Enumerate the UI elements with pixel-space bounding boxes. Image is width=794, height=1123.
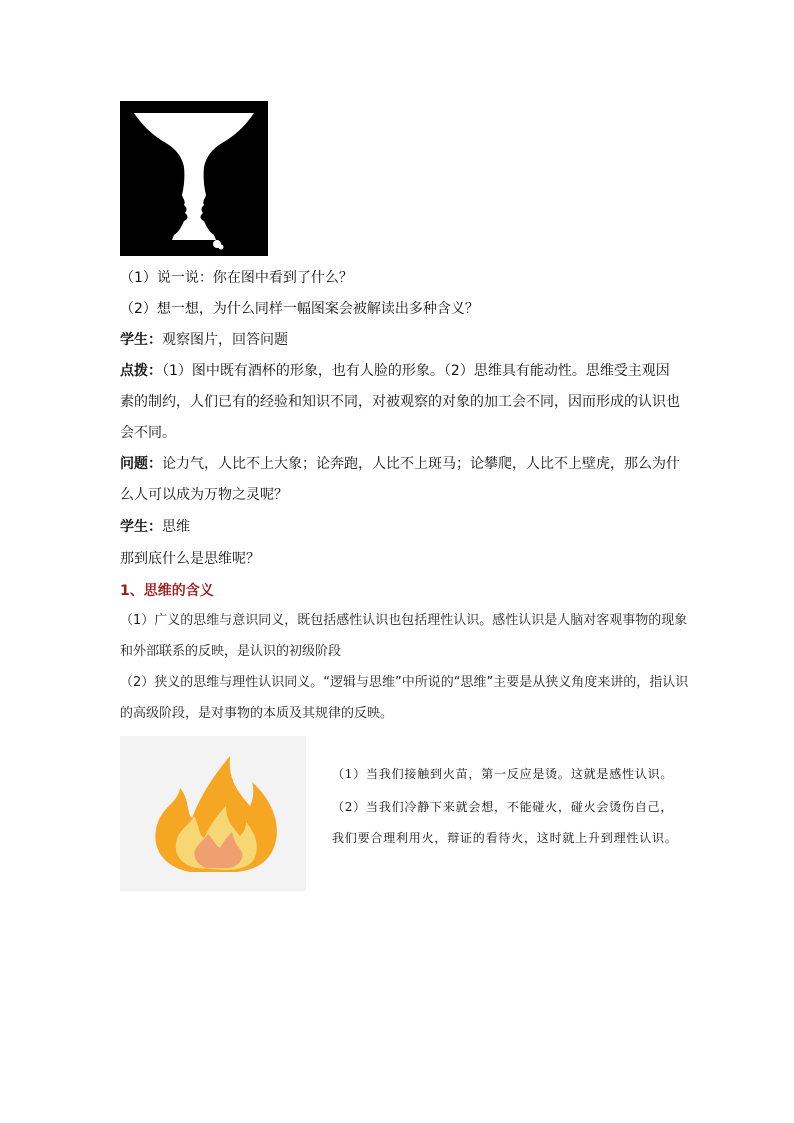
student-label: 学生：	[120, 519, 162, 535]
question-paragraph	[120, 449, 680, 511]
fire-text-line-2: （2）当我们冷静下来就会想，不能碰火，碰火会烫伤自己，	[332, 800, 674, 814]
fire-image	[120, 736, 306, 891]
student-label: 学生：	[120, 332, 162, 348]
transition-text: 那到底什么是思维呢？	[120, 551, 260, 567]
student-text: 思维	[162, 519, 190, 535]
dianbo-text: （1）图中既有酒杯的形象，也有人脸的形象。（2）思维具有能动性。思维受主观因素的制约，人们已有的经验和知识不同，对被观察的对象的加工会不同，因而形成的认识也会不同。	[120, 363, 680, 441]
question-label: 问题：	[120, 456, 162, 472]
fire-text-line-3: 我们要合理利用火，辩证的看待火，这时就上升到理性认识。	[332, 831, 678, 845]
question-text: 论力气，人比不上大象；论奔跑，人比不上斑马；论攀爬，人比不上壁虎，那么为什么人可以成为万物之灵呢？	[120, 456, 680, 503]
student-answer-2	[120, 517, 190, 537]
student-text: 观察图片，回答问题	[162, 332, 288, 348]
question-2: （2）想一想，为什么同样一幅图案会被解读出多种含义？	[120, 301, 479, 317]
definition-broad: （1）广义的思维与意识同义，既包括感性认识也包括理性认识。感性认识是人脑对客观事物的现象和外部联系的反映，是认识的初级阶段	[120, 613, 688, 659]
rubin-vase-image	[120, 101, 268, 256]
fire-text-line-1: （1）当我们接触到火苗，第一反应是烫。这就是感性认识。	[332, 767, 674, 781]
dianbo-paragraph	[120, 356, 680, 449]
dianbo-label: 点拨：	[120, 363, 162, 379]
question-1: （1）说一说：你在图中看到了什么？	[120, 270, 353, 286]
definition-narrow: （2）狭义的思维与理性认识同义。“逻辑与思维”中所说的“思维”主要是从狭义角度来讲的，指认识的高级阶段，是对事物的本质及其规律的反映。	[120, 675, 689, 721]
student-answer-1	[120, 330, 288, 350]
section-heading: 1、思维的含义	[120, 583, 214, 599]
